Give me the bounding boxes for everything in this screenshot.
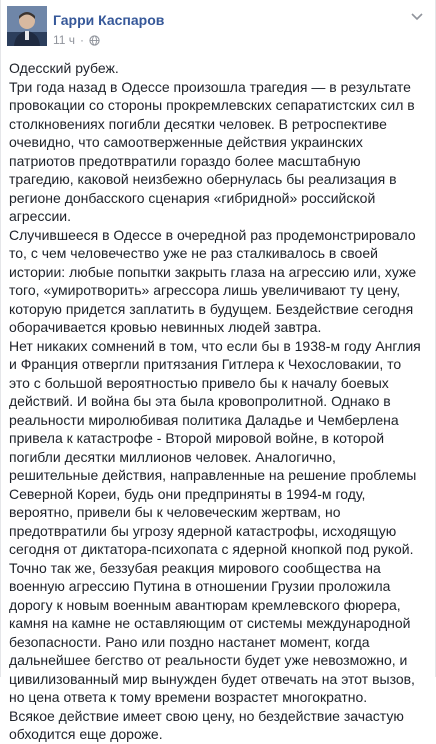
avatar-photo bbox=[7, 6, 47, 46]
post-header bbox=[7, 6, 431, 50]
meta-separator: · bbox=[80, 33, 85, 47]
post-meta bbox=[53, 33, 100, 47]
post-paragraph: Нет никаких сомнений в том, что если бы в 1938-м году Англия и Франция отвергли притязания Гитлера к Чехословакии, то это с большой вероятностью привело бы к началу боевых действий. И война бы эта была кровопролитной. Однако в реальности миролюбивая политика Даладье и Чемберлена привела к катастрофе - Второй мировой войне, в которой погибли десятки миллионов человек. Аналогично, решительные действия, направленные на решение проблемы Северной Кореи, будь они предприняты в 1994-м году, вероятно, привели бы к человеческим жертвам, но предотвратили бы угрозу ядерной катастрофы, исходящую сегодня от диктатора-психопата с ядерной кнопкой под рукой. bbox=[9, 337, 421, 557]
post-paragraph: Три года назад в Одессе произошла трагедия — в результате провокации со стороны прокремлевских сепаратистских сил в столкновениях погибли десятки человек. В ретроспективе очевидно, что самоотверженные действия украинских патриотов предотвратили гораздо более масштабную трагедию, каковой неизбежно обернулась бы реализация в регионе донбасского сценария «гибридной» российской агрессии. bbox=[9, 78, 415, 224]
post-paragraph: Одесский рубеж. bbox=[9, 60, 119, 76]
globe-icon bbox=[89, 35, 100, 46]
post-author[interactable]: Гарри Каспаров bbox=[53, 12, 165, 28]
post-paragraph: Точно так же, беззубая реакция мирового сообщества на военную агрессию Путина в отношении Грузии проложила дорогу к новым военным авантюрам кремлевского фюрера, камня на камне не оставляющим от системы международной безопасности. Рано или поздно настанет момент, когда дальнейшее бегство от реальности будет уже невозможно, и цивилизованный мир вынужден будет отвечать на этот вызов, но цена ответа к тому времени возрастет многократно. bbox=[9, 559, 415, 705]
chevron-down-icon[interactable] bbox=[409, 8, 425, 24]
post-time[interactable]: 11 ч bbox=[53, 33, 76, 47]
post-body bbox=[9, 59, 425, 744]
post-paragraph: Всякое действие имеет свою цену, но бездействие зачастую обходится еще дороже. bbox=[9, 707, 404, 742]
avatar[interactable] bbox=[7, 6, 47, 46]
post-paragraph: Случившееся в Одессе в очередной раз продемонстрировало то, с чем человечество уже не раз сталкивалось в своей истории: любые попытки закрыть глаза на агрессию или, хуже того, «умиротворить» агрессора лишь увеличивают ту цену, которую придется заплатить в будущем. Бездействие сегодня оборачивается кровью невинных людей завтра. bbox=[9, 226, 417, 335]
